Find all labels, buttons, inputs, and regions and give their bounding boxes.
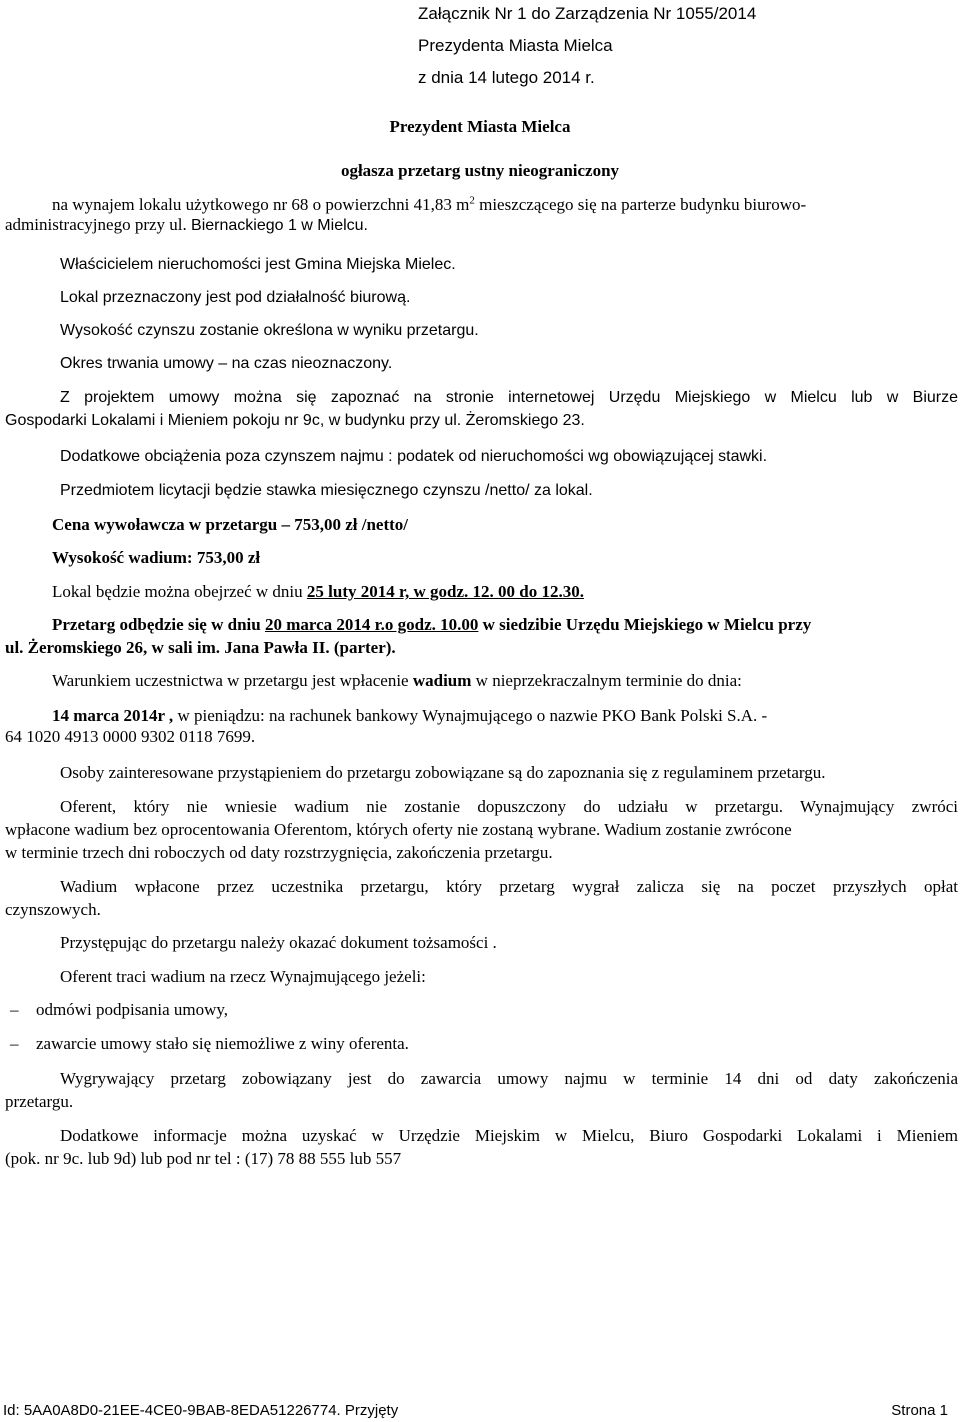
forfeit-intro: Oferent traci wadium na rzecz Wynajmującego jeżeli: <box>60 967 426 986</box>
fact-term: Okres trwania umowy – na czas nieoznaczony. <box>60 355 393 372</box>
intro-line-1: na wynajem lokalu użytkowego nr 68 o powierzchni 41,83 $m^2$ mieszczącego się na parterze budynku biurowo- <box>52 194 807 214</box>
auction-line-2: ul. Żeromskiego 26, w sali im. Jana Pawła II. (parter). <box>5 638 396 657</box>
obligation: Osoby zainteresowane przystąpieniem do przetargu zobowiązane są do zapoznania się z regulaminem przetargu. <box>60 763 826 782</box>
header-line-1: Załącznik Nr 1 do Zarządzenia Nr 1055/2014 <box>418 4 757 23</box>
winner-deposit-line-1: Wadium wpłacone przez uczestnika przetargu, który przetarg wygrał zalicza się na poczet przyszłych opłat <box>60 877 958 896</box>
dash-bullet-icon: – <box>10 1000 19 1019</box>
participation-condition: Warunkiem uczestnictwa w przetargu jest wpłacenie wadium w nieprzekraczalnym terminie do dnia: <box>52 671 742 690</box>
header-line-2: Prezydenta Miasta Mielca <box>418 36 613 55</box>
bid-subject: Przedmiotem licytacji będzie stawka miesięcznego czynszu /netto/ za lokal. <box>60 482 593 499</box>
title: Prezydent Miasta Mielca <box>389 117 571 136</box>
forfeit-item: – odmówi podpisania umowy, <box>10 1000 229 1019</box>
bank-account: 64 1020 4913 0000 9302 0118 7699. <box>5 727 256 746</box>
fact-rent: Wysokość czynszu zostanie określona w wyniku przetargu. <box>60 322 479 339</box>
fact-purpose: Lokal przeznaczony jest pod działalność biurową. <box>60 289 411 306</box>
no-deposit-line-2: wpłacone wadium bez oprocentowania Oferentom, których oferty nie zostaną wybrane. Wadium zostanie zwrócone <box>5 820 792 839</box>
info-line-2: (pok. nr 9c. lub 9d) lub pod nr tel : (17) 78 88 555 lub 557 <box>5 1149 402 1168</box>
deposit-amount: Wysokość wadium: 753,00 zł <box>52 548 261 567</box>
contract-line-2: przetargu. <box>5 1092 74 1111</box>
document-id: Id: 5AA0A8D0-21EE-4CE0-9BAB-8EDA51226774. Przyjęty <box>3 1402 399 1419</box>
contract-line-1: Wygrywający przetarg zobowiązany jest do zawarcia umowy najmu w terminie 14 dni od daty zakończenia <box>60 1069 958 1088</box>
extra-charges: Dodatkowe obciążenia poza czynszem najmu : podatek od nieruchomości wg obowiązującej stawki. <box>60 448 768 465</box>
page-number: Strona 1 <box>891 1402 948 1419</box>
project-line-1: Z projektem umowy można się zapoznać na stronie internetowej Urzędu Miejskiego w Mielcu lub w Biurze <box>60 389 958 406</box>
identity-requirement: Przystępując do przetargu należy okazać dokument tożsamości . <box>60 933 497 952</box>
fact-owner: Właścicielem nieruchomości jest Gmina Miejska Mielec. <box>60 256 456 273</box>
subtitle: ogłasza przetarg ustny nieograniczony <box>340 161 620 180</box>
auction-line-1: Przetarg odbędzie się w dniu 20 marca 2014 r.o godz. 10.00 w siedzibie Urzędu Miejskiego w Mielcu przy <box>52 615 812 634</box>
no-deposit-line-3: w terminie trzech dni roboczych od daty rozstrzygnięcia, zakończenia przetargu. <box>5 843 553 862</box>
no-deposit-line-1: Oferent, który nie wniesie wadium nie zostanie dopuszczony do udziału w przetargu. Wynajmujący zwróci <box>60 797 958 816</box>
info-line-1: Dodatkowe informacje można uzyskać w Urzędzie Miejskim w Mielcu, Biuro Gospodarki Lokalami i Mieniem <box>60 1126 958 1145</box>
project-line-2: Gospodarki Lokalami i Mieniem pokoju nr 9c, w budynku przy ul. Żeromskiego 23. <box>5 412 585 429</box>
header-line-3: z dnia 14 lutego 2014 r. <box>418 68 595 87</box>
forfeit-item: – zawarcie umowy stało się niemożliwe z winy oferenta. <box>10 1034 409 1053</box>
winner-deposit-line-2: czynszowych. <box>5 900 101 919</box>
intro-line-2: administracyjnego przy ul. Biernackiego 1 w Mielcu. <box>5 215 368 234</box>
deadline-line: 14 marca 2014r , w pieniądzu: na rachunek bankowy Wynajmującego o nazwie PKO Bank Polski S.A. - <box>52 706 768 725</box>
viewing-date: Lokal będzie można obejrzeć w dniu 25 luty 2014 r, w godz. 12. 00 do 12.30. <box>52 582 584 601</box>
starting-price: Cena wywoławcza w przetargu – 753,00 zł /netto/ <box>52 515 408 534</box>
dash-bullet-icon: – <box>10 1034 19 1053</box>
